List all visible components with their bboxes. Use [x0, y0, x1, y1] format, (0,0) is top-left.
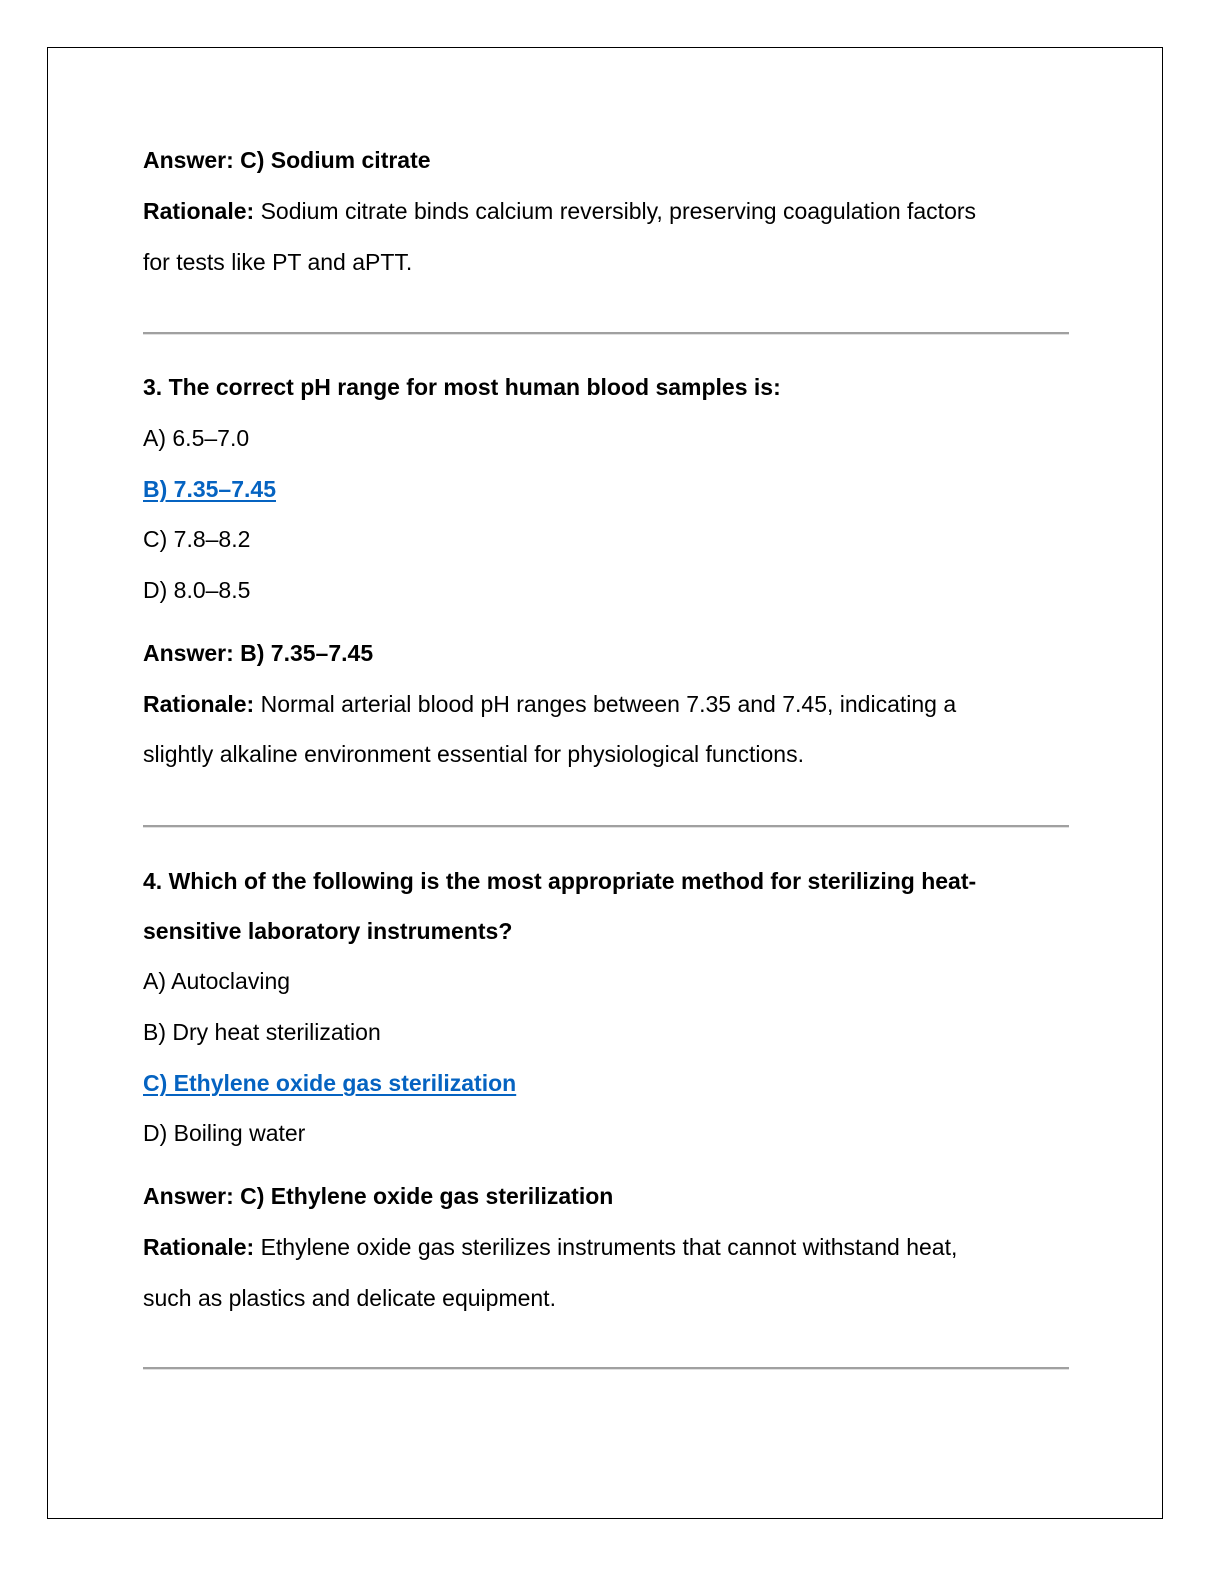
option-a: A) Autoclaving — [143, 968, 291, 994]
option-d: D) 8.0–8.5 — [143, 577, 251, 603]
section-divider — [143, 825, 1069, 828]
question-4-title: 4. Which of the following is the most appropriate method for sterilizing heat- — [143, 868, 977, 894]
rationale-label: Rationale: — [143, 1234, 255, 1260]
option-a: A) 6.5–7.0 — [143, 425, 250, 451]
rationale-text-continued: for tests like PT and aPTT. — [143, 249, 413, 275]
rationale-text-continued: such as plastics and delicate equipment. — [143, 1285, 556, 1311]
answer-line: Answer: C) Sodium citrate — [143, 147, 431, 173]
option-b: B) Dry heat sterilization — [143, 1019, 381, 1045]
rationale-line — [143, 1232, 957, 1262]
rationale-line — [143, 196, 976, 226]
rationale-text: Sodium citrate binds calcium reversibly, preserving coagulation factors — [254, 198, 977, 224]
rationale-text: Ethylene oxide gas sterilizes instruments that cannot withstand heat, — [254, 1234, 958, 1260]
rationale-label: Rationale: — [143, 691, 255, 717]
section-divider — [143, 332, 1069, 335]
question-3-title: 3. The correct pH range for most human blood samples is: — [143, 374, 781, 400]
option-c: C) 7.8–8.2 — [143, 526, 251, 552]
section-divider — [143, 1367, 1069, 1370]
rationale-line — [143, 689, 956, 719]
option-c-correct: C) Ethylene oxide gas sterilization — [143, 1070, 517, 1096]
question-4-title-continued: sensitive laboratory instruments? — [143, 918, 513, 944]
option-b-correct: B) 7.35–7.45 — [143, 476, 276, 502]
rationale-text-continued: slightly alkaline environment essential for physiological functions. — [143, 741, 804, 767]
answer-line: Answer: B) 7.35–7.45 — [143, 640, 374, 666]
rationale-text: Normal arterial blood pH ranges between 7.35 and 7.45, indicating a — [254, 691, 957, 717]
option-d: D) Boiling water — [143, 1120, 306, 1146]
answer-line: Answer: C) Ethylene oxide gas sterilization — [143, 1183, 614, 1209]
rationale-label: Rationale: — [143, 198, 255, 224]
